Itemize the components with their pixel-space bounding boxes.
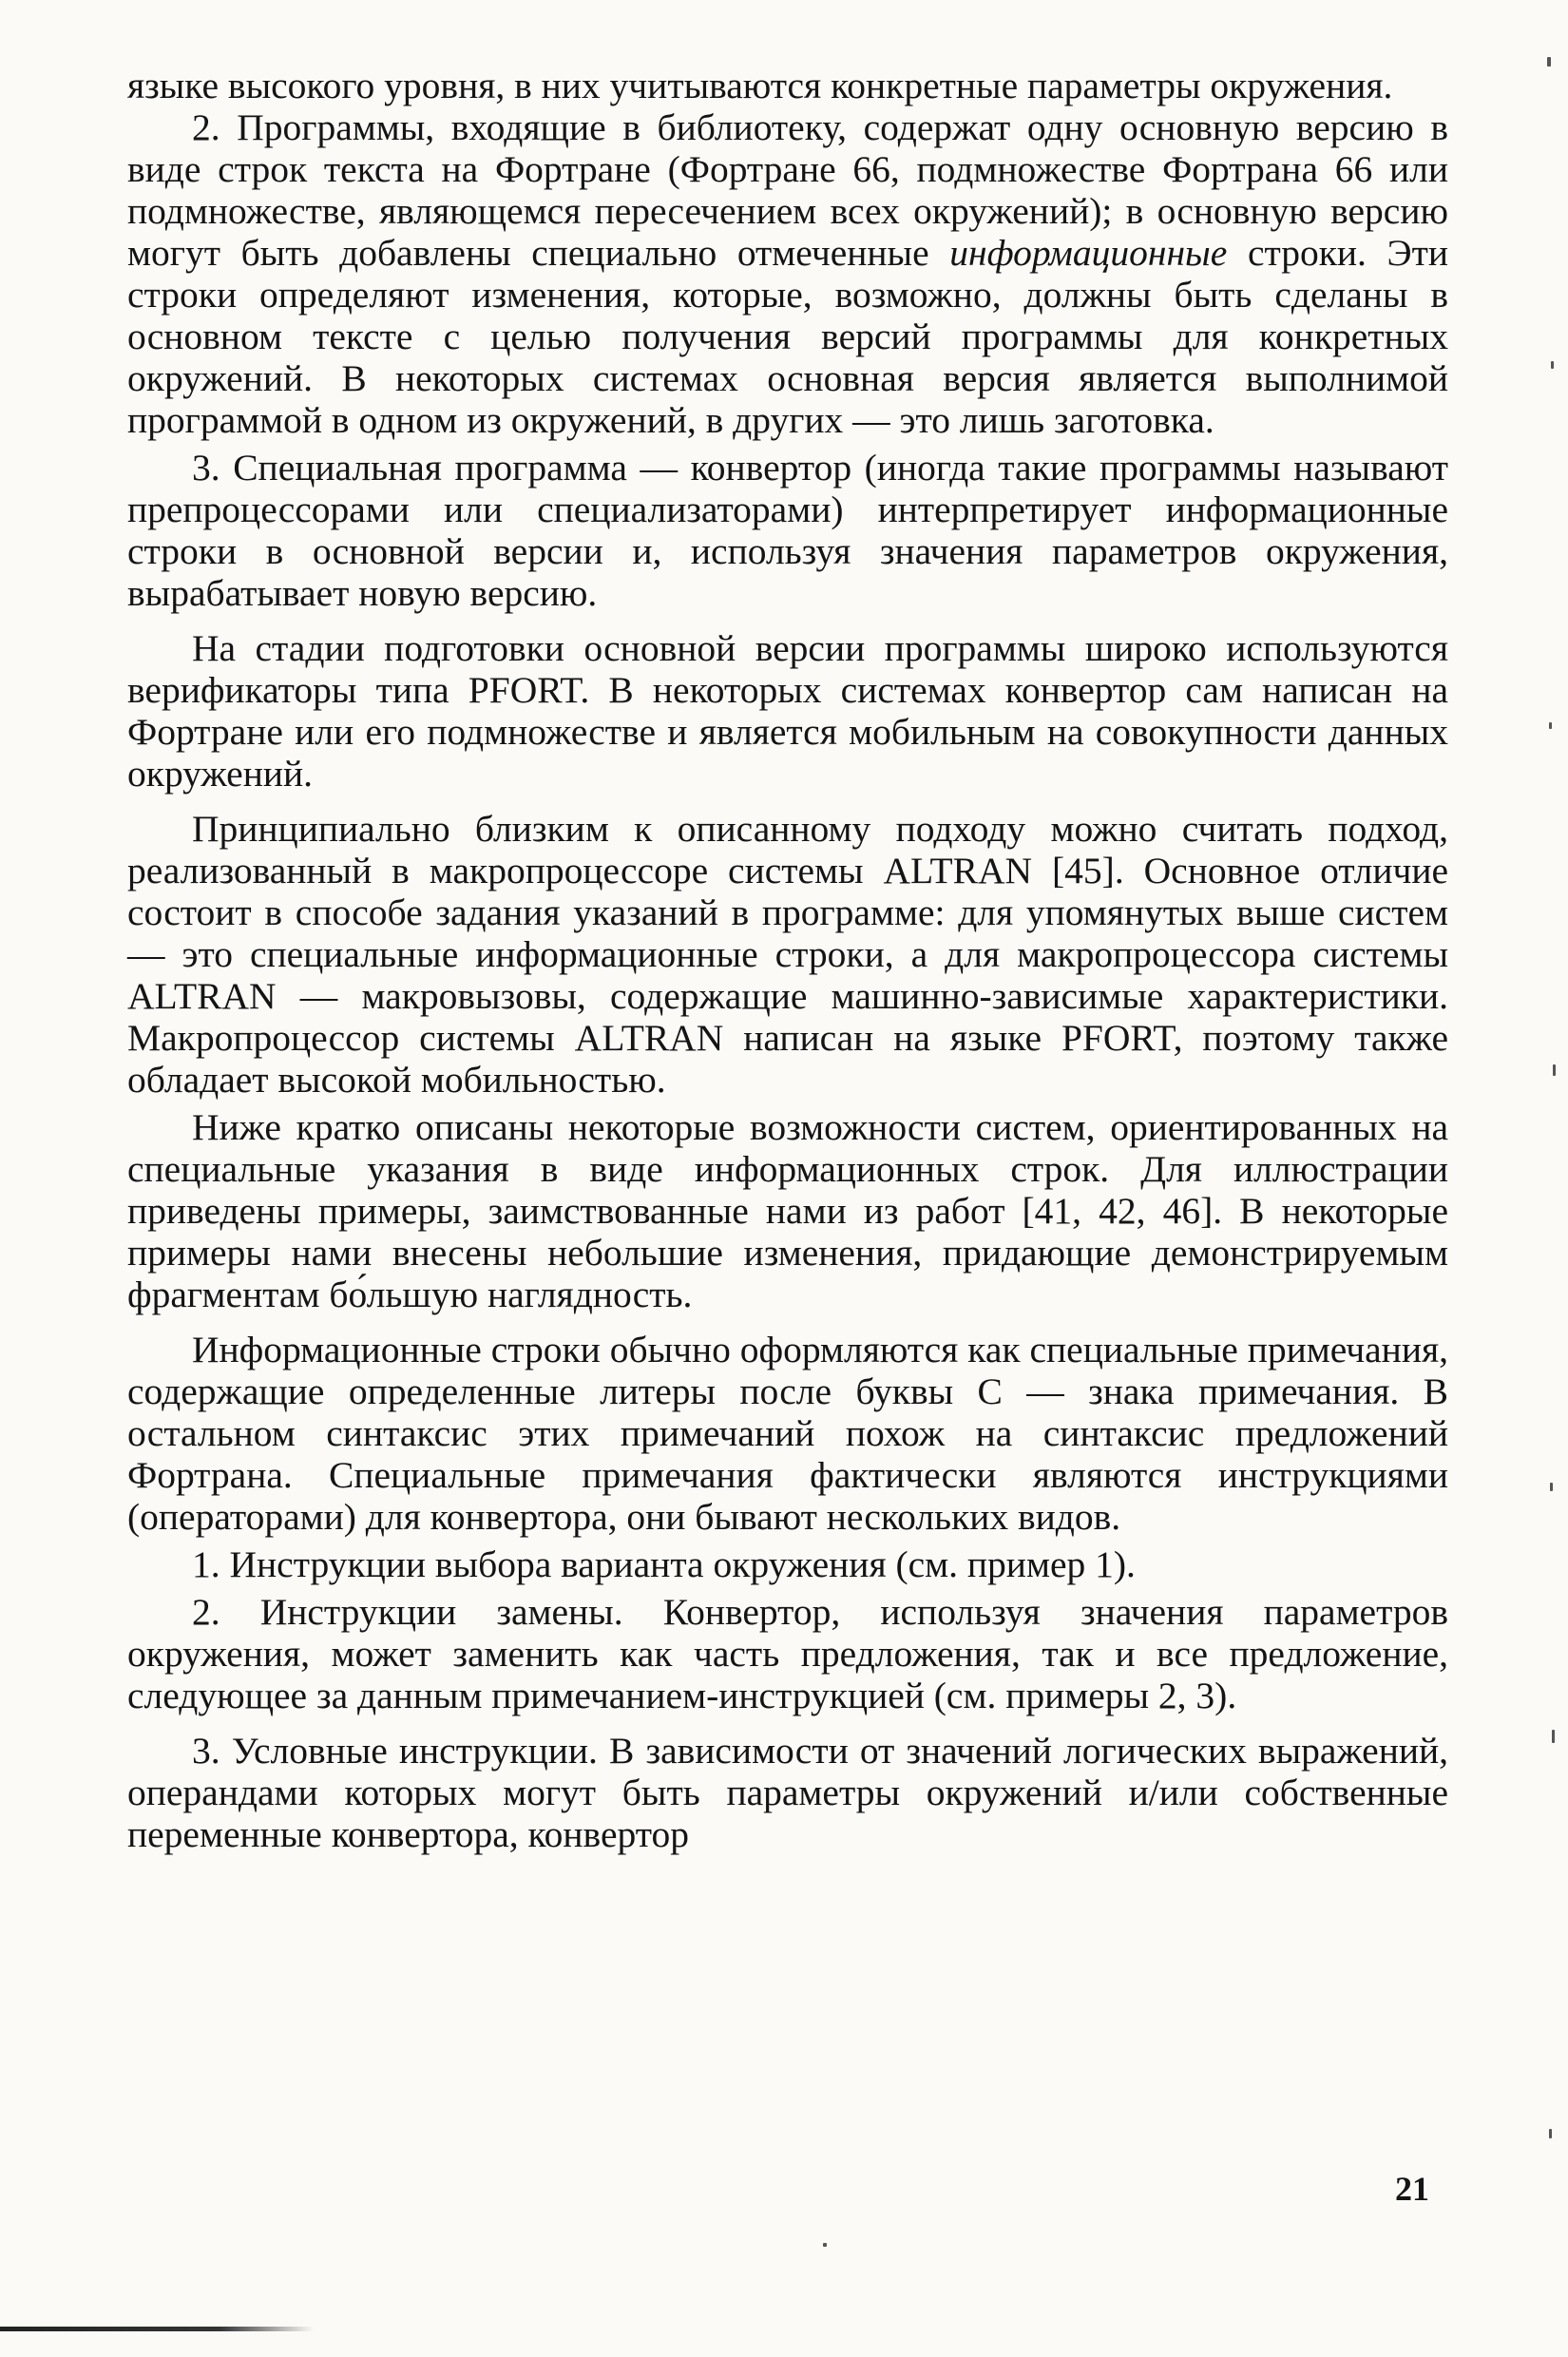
body-text	[127, 65, 1448, 1855]
scan-speck	[1553, 1064, 1556, 1076]
paragraph-info-lines: Информационные строки обычно оформляются как специальные примечания, содержащие определенные литеры после буквы С — знака примечания. В остальном синтаксис этих примечаний похож на синтаксис предложений Фортрана. Специальные примечания фактически являются инструкциями (операторами) для конвертора, они бывают нескольких видов.	[127, 1329, 1448, 1538]
paragraph-continuation: языке высокого уровня, в них учитываются конкретные параметры окружения.	[127, 65, 1393, 106]
paragraph-item-2	[127, 106, 1448, 441]
list-item-1: 1. Инструкции выбора варианта окружения (см. пример 1).	[192, 1543, 1136, 1585]
paragraph-overview: Ниже кратко описаны некоторые возможности систем, ориентированных на специальные указания в виде информационных строк. Для иллюстрации приведены примеры, заимствованные нами из работ [41, 42, 46]. В некоторые примеры нами внесены небольшие изменения, придающие демонстрируемым фрагментам бо́льшую наглядность.	[127, 1106, 1448, 1315]
paragraph-altran: Принципиально близким к описанному подходу можно считать подход, реализованный в макропроцессоре системы ALTRAN [45]. Основное отличие состоит в способе задания указаний в программе: для упомянутых выше систем — это специальные информационные строки, а для макропроцессора системы ALTRAN — макровызовы, содержащие машинно-зависимые характеристики. Макропроцессор системы ALTRAN написан на языке PFORT, поэтому также обладает высокой мобильностью.	[127, 808, 1448, 1101]
paragraph-verifiers: На стадии подготовки основной версии программы широко используются верификаторы типа PFORT. В некоторых системах конвертор сам написан на Фортране или его подмножестве и является мобильным на совокупности данных окружений.	[127, 627, 1448, 795]
scan-speck	[1552, 1730, 1555, 1743]
scan-edge-rule	[0, 2327, 314, 2331]
page-number: 21	[1395, 2170, 1429, 2208]
scan-speck	[1549, 722, 1552, 729]
scan-speck	[1549, 2129, 1552, 2138]
paragraph-item-3: 3. Специальная программа — конвертор (иногда такие программы называют препроцессорами или специализаторами) интерпретирует информационные строки в основной версии и, используя значения параметров окружения, вырабатывает новую версию.	[127, 447, 1448, 614]
scan-speck	[823, 2243, 827, 2247]
scan-speck	[1551, 361, 1554, 369]
list-item-2: 2. Инструкции замены. Конвертор, используя значения параметров окружения, может заменить как часть предложения, так и все предложение, следующее за данным примечанием-инструкцией (см. примеры 2, 3).	[127, 1591, 1448, 1716]
list-item-3: 3. Условные инструкции. В зависимости от значений логических выражений, операндами которых могут быть параметры окружений и/или собственные переменные конвертора, конвертор	[127, 1730, 1448, 1855]
scan-speck	[1547, 57, 1551, 67]
paragraph-item-2-start: 2. Программы, входящие в библиотеку, содержат одну основную версию в виде строк текста на Фортране (Фортране 66, подмножестве Фортрана 66 или подмножестве, являющемся пересечением всех окружений); в основную версию могут быть добавлены специально отмеченные	[127, 106, 1448, 274]
italic-term: информационные	[949, 232, 1228, 274]
scan-speck	[1550, 1483, 1553, 1491]
paragraph-item-2-end: строки. Эти строки определяют изменения, которые, возможно, должны быть сделаны в основном тексте с целью получения версий программы для конкретных окружений. В некоторых системах основная версия является выполнимой программой в одном из окружений, в других — это лишь заготовка.	[127, 232, 1449, 441]
